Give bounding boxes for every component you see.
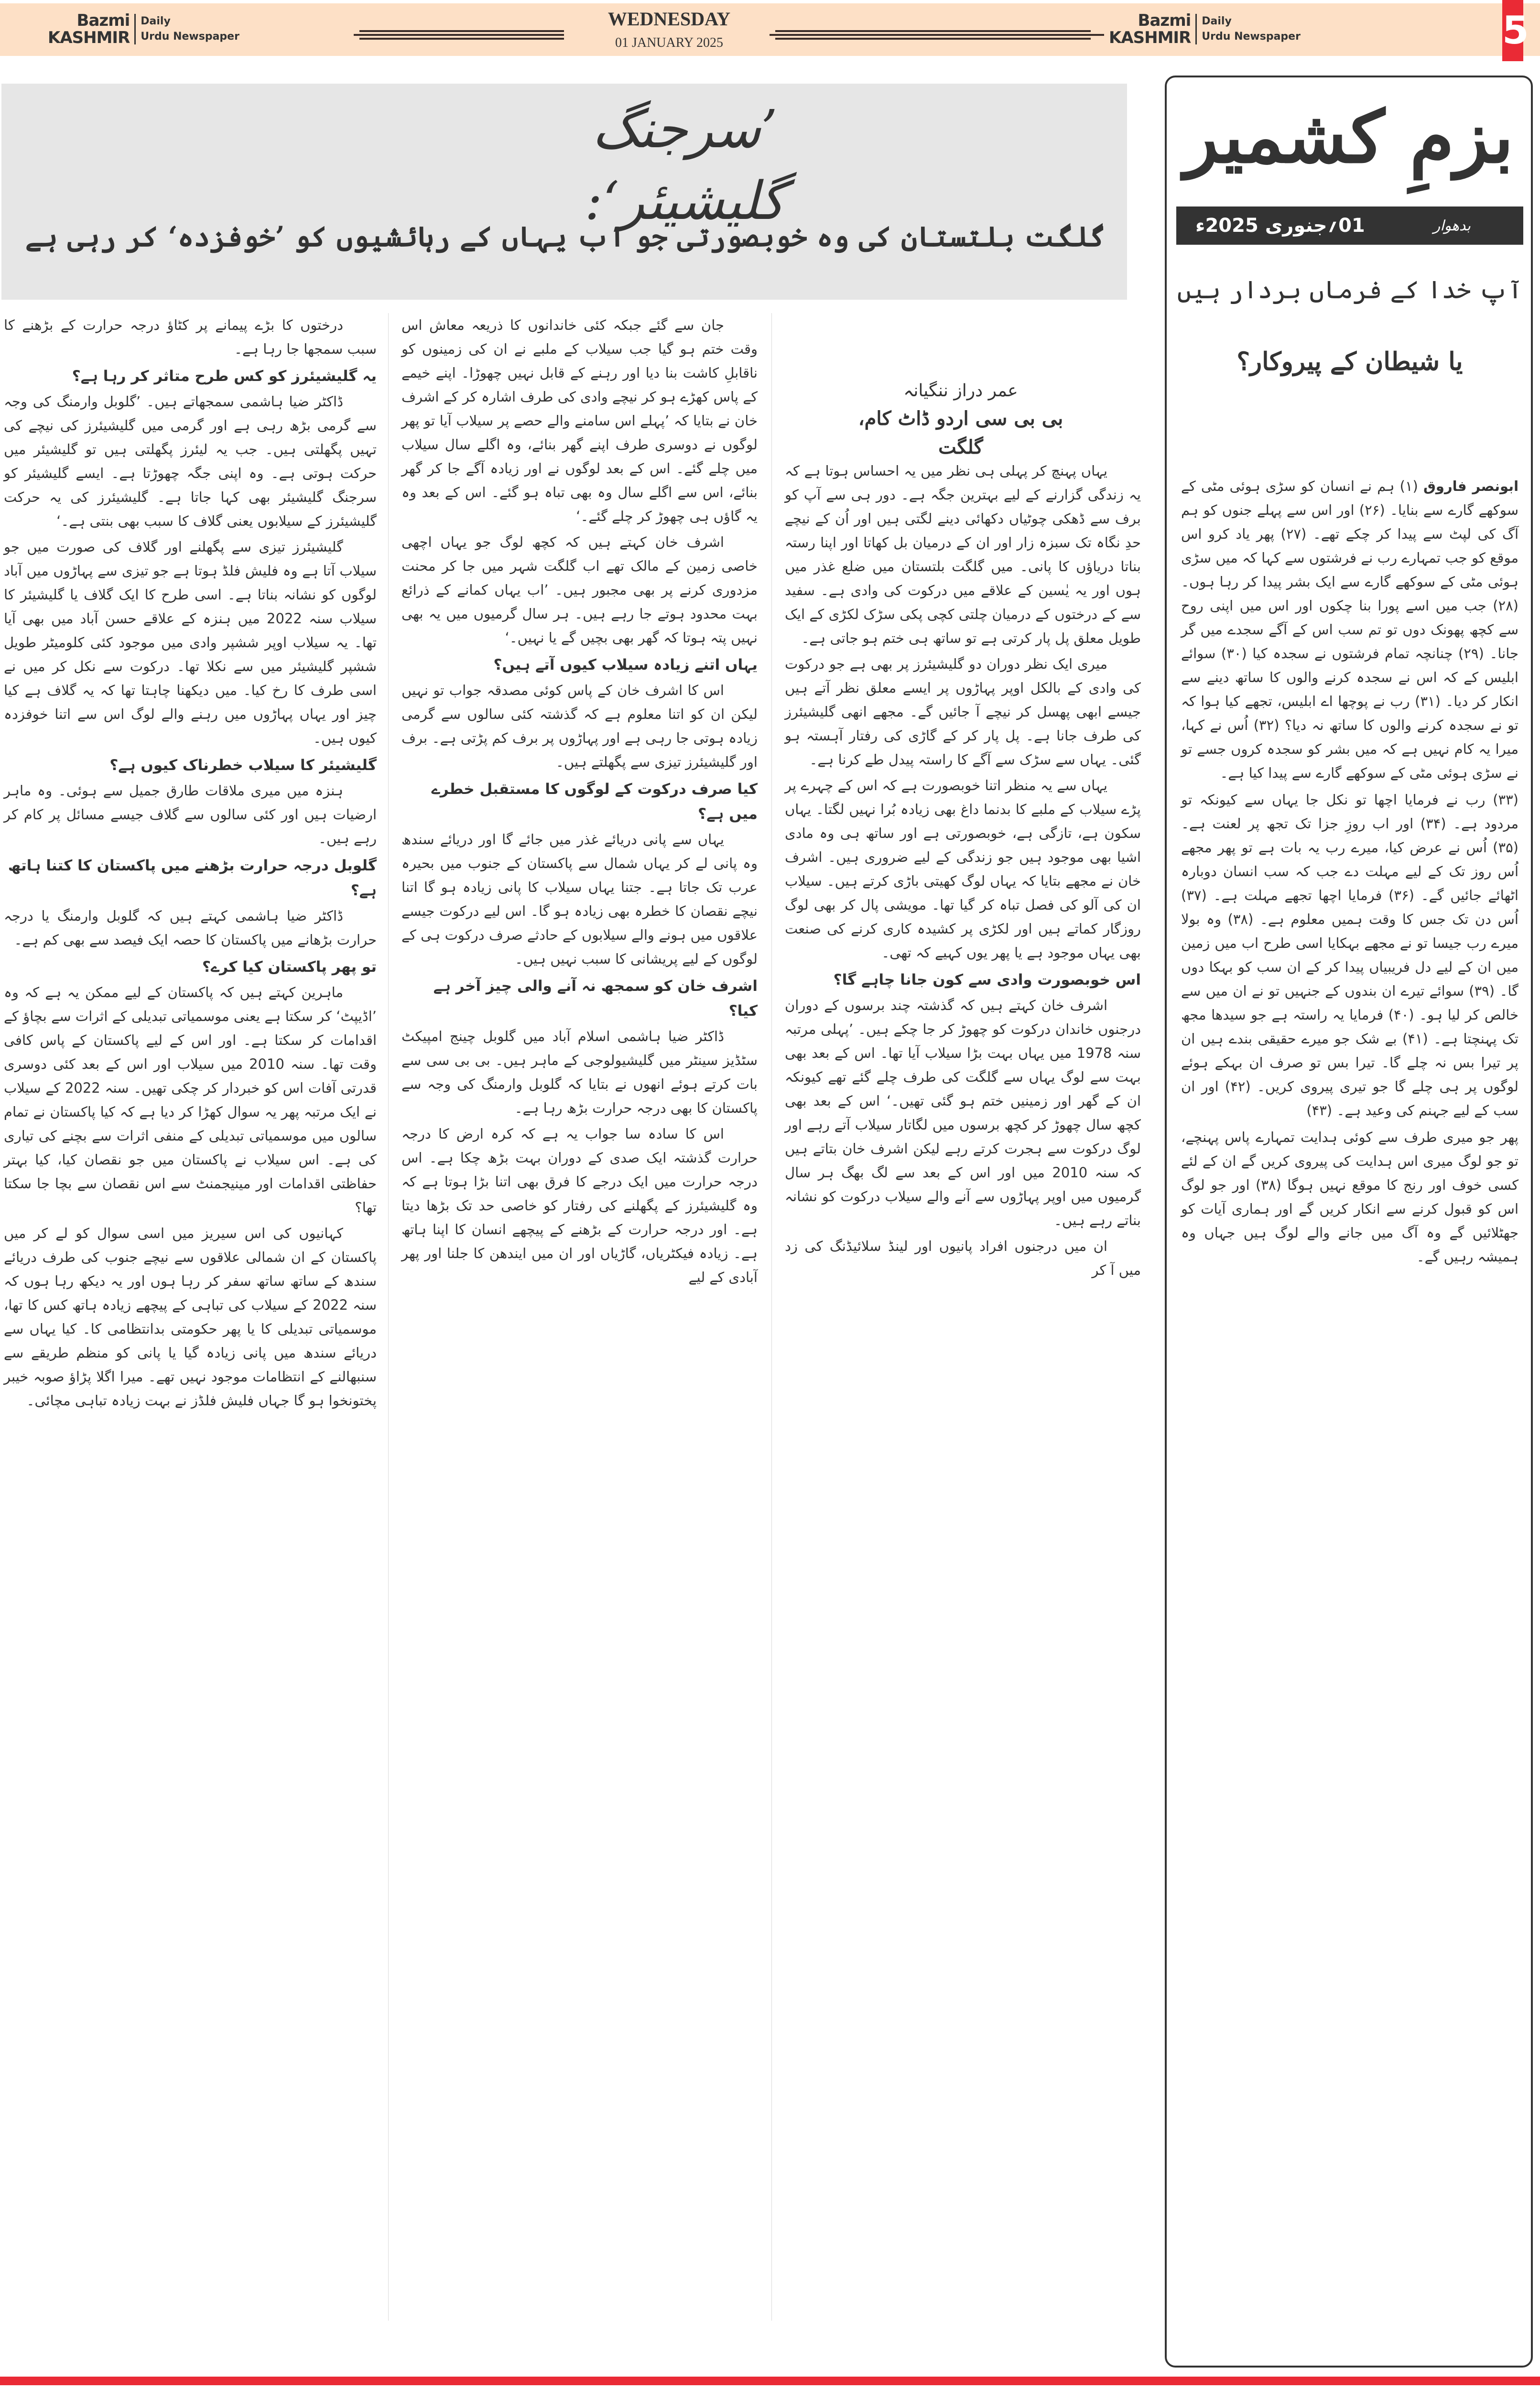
- article-paragraph: یہاں پہنچ کر پہلی ہی نظر میں یہ احساس ہوتا ہے کہ یہ زندگی گزارنے کے لیے بہترین جگہ ہے۔ دور ہی سے آپ کو برف سے ڈھکی چوٹیاں دکھائی دینے لگتی ہیں اور اُن کے نیچے حدِ نگاہ تک سبزہ زار اور ان کے درمیان بل کھاتا اور اپنا رستہ بناتا دریاؤں کا پانی۔ میں گلگت بلتستان میں ضلع غذر میں ہوں اور یہ یٰسین کے علاقے میں درکوت کی وادی ہے۔ سفید سے کے درختوں کے درمیان چلتی کچی پکی سڑک لکڑی کے ایک طویل معلق پل پار کرتی ہے تو ساتھ ہی ختم ہو جاتی ہے۔: [785, 463, 1141, 646]
- editorial-author: ابونصر فاروق: [1423, 478, 1519, 494]
- article-paragraph: ڈاکٹر ضیا ہاشمی کہتے ہیں کہ گلوبل وارمنگ یا درجہ حرارت بڑھانے میں پاکستان کا حصہ ایک فیصد سے بھی کم ہے۔: [4, 908, 377, 948]
- issue-weekday: WEDNESDAY: [607, 8, 731, 30]
- editorial-text: (۱) ہم نے انسان کو سڑی ہوئی مٹی کے سوکھے گارے سے بنایا۔ (۲۶) اور اس سے پہلے جنوں کو ہم آگ کی لپٹ سے پیدا کر چکے تھے۔ (۲۷) پھر یاد کرو اس موقع کو جب تمہارے رب نے فرشتوں سے کہا کہ میں سڑی ہوئی مٹی کے سوکھے گارے سے ایک بشر پیدا کر رہا ہوں۔ (۲۸) جب میں اسے پورا بنا چکوں اور اس میں اپنی روح سے کچھ پھونک دوں تو تم سب اس کے آگے سجدے میں گر جانا۔ (۲۹) چنانچہ تمام فرشتوں نے سجدہ کیا (۳۰) سوائے ابلیس کے کہ اس نے سجدہ کرنے والوں کا ساتھ دینے سے انکار کر دیا۔ (۳۱) رب نے پوچھا اے ابلیس، تجھے کیا ہوا کہ تو نے سجدہ کرنے والوں کا ساتھ نہ دیا؟ (۳۲) اُس نے کہا، میرا یہ کام نہیں ہے کہ میں بشر کو سجدہ کروں جسے تو نے سڑی ہوئی مٹی کے سوکھے گارے سے پیدا کیا ہے۔: [1181, 478, 1519, 781]
- article-paragraph: اس کا اشرف خان کے پاس کوئی مصدقہ جواب تو نہیں لیکن ان کو اتنا معلوم ہے کہ گذشتہ کئی سالوں سے گرمی زیادہ ہوتی جا رہی ہے اور پہاڑوں پر برف کم پڑتی ہے۔ برف اور گلیشیئرز تیزی سے پگھلتے ہیں۔: [401, 682, 758, 770]
- editorial-paragraph: (۳۳) رب نے فرمایا اچھا تو نکل جا یہاں سے کیونکہ تو مردود ہے۔ (۳۴) اور اب روزِ جزا تک تجھ پر لعنت ہے۔ (۳۵) اُس نے عرض کیا، میرے رب یہ بات ہے تو پھر مجھے اُس روز تک کے لیے مہلت دے جب کہ سب انسان دوبارہ اٹھائے جائیں گے۔ (۳۶) فرمایا اچھا تجھے مہلت ہے۔ (۳۷) اُس دن تک جس کا وقت ہمیں معلوم ہے۔ (۳۸) وہ بولا میرے رب جیسا تو نے مجھے بہکایا اسی طرح اب میں زمین میں ان کے لیے دل فریبیاں پیدا کر کے ان سب کو بہکا دوں گا۔ (۳۹) سوائے تیرے ان بندوں کے جنہیں تو نے ان میں سے خالص کر لیا ہو۔ (۴۰) فرمایا یہ راستہ ہے جو سیدھا مجھ تک پہنچتا ہے۔ (۴۱) بے شک جو میرے حقیقی بندے ہیں ان پر تیرا بس نہ چلے گا۔ تیرا بس تو صرف ان بہکے ہوئے لوگوں پر ہی چلے گا جو تیری پیروی کریں۔ (۴۲) اور ان سب کے لیے جہنم کی وعید ہے۔ (۴۳): [1181, 792, 1519, 1119]
- article-subheading: یہاں اتنے زیادہ سیلاب کیوں آتے ہیں؟: [493, 656, 758, 674]
- masthead-date-band: [1176, 206, 1523, 245]
- brand-line-1: Bazmi: [76, 11, 130, 30]
- issue-date-block: [597, 8, 741, 51]
- article-paragraph: ان میں درجنوں افراد پانیوں اور لینڈ سلائیڈنگ کی زد میں آ کر: [785, 1238, 1141, 1278]
- article-column-1: [785, 459, 1141, 1284]
- brand-line-2: KASHMIR: [48, 28, 130, 47]
- editorial-headline: [1176, 254, 1523, 398]
- editorial-body: [1181, 474, 1518, 1271]
- article-paragraph: ہنزہ میں میری ملاقات طارق جمیل سے ہوئی۔ وہ ماہر ارضیات ہیں اور کئی سالوں سے گلاف جیسے مسائل پر کام کر رہے ہیں۔: [4, 782, 377, 847]
- article-paragraph: ڈاکٹر ضیا ہاشمی سمجھاتے ہیں۔ ’گلوبل وارمنگ کی وجہ سے گرمی بڑھ رہی ہے اور گرمی میں گلیشیئرز کی نیچے کی تہیں پگھلتی ہیں۔ جب یہ لیئرز پگھلتی ہیں تو گلیشیئر میں حرکت ہوتی ہے۔ وہ اپنی جگہ چھوڑتا ہے۔ ایسے گلیشیئر کو سرجنگ گلیشیئر بھی کہا جاتا ہے۔ گلیشیئرز کی یہ حرکت گلیشیئرز کے سیلابوں یعنی گلاف کا سبب بھی بنتی ہے۔‘: [4, 393, 377, 529]
- article-paragraph: کہانیوں کی اس سیریز میں اسی سوال کو لے کر میں پاکستان کے ان شمالی علاقوں سے نیچے جنوب کی طرف دریائے سندھ کے ساتھ ساتھ سفر کر رہا ہوں اور یہ دیکھ رہا ہوں کہ سنہ 2022 کے سیلاب کی تباہی کے پیچھے زیادہ ہاتھ کس کا تھا، موسمیاتی تبدیلی کا یا پھر حکومتی بدانتظامی کا۔ کیا یہاں سے دریائے سندھ میں پانی زیادہ گیا یا پانی کو منظم طریقے سے سنبھالنے کے انتظامات موجود نہیں تھے۔ میرا اگلا پڑاؤ صوبہ خیبر پختونخوا ہو گا جہاں فلیش فلڈز نے بہت زیادہ تباہی مچائی۔: [4, 1225, 377, 1409]
- masthead-weekday: بدھوار: [1433, 217, 1471, 234]
- headline-kicker: ’سرجنگ گلیشیئر‘:: [585, 98, 785, 231]
- article-byline: [856, 378, 1066, 462]
- article-subheading: اشرف خان کو سمجھ نہ آنے والی چیز آخر ہے کیا؟: [433, 978, 758, 1020]
- article-paragraph: میری ایک نظر دوران دو گلیشیئرز پر بھی ہے جو درکوت کی وادی کے بالکل اوپر پہاڑوں پر ایسے معلق نظر آتے ہیں جیسے ابھی پھسل کر نیچے آ جائیں گے۔ مجھے انھی گلیشیئرز کی طرف جانا ہے۔ پل پار کر کے گاڑی کی رفتار آہستہ ہو گئی۔ یہاں سے سڑک سے آگے کا راستہ پیدل طے کرنا ہے۔: [785, 656, 1141, 768]
- brand-sub-line-1: Daily: [141, 15, 171, 27]
- brand-sub-line-2: Urdu Newspaper: [1202, 31, 1301, 43]
- editorial-paragraph: پھر جو میری طرف سے کوئی ہدایت تمہارے پاس پہنچے، تو جو لوگ میری اس ہدایت کی پیروی کریں گے ان کے لئے کسی خوف اور رنج کا موقع نہیں ہوگا (۳۸) اور جو لوگ اس کو قبول کرنے سے انکار کریں گے اور ہماری آیات کو جھٹلائیں گے وہ آگ میں جانے والے لوگ ہیں جہاں وہ ہمیشہ رہیں گے۔: [1181, 1129, 1519, 1265]
- page-number-badge: 5: [1502, 0, 1523, 61]
- issue-date: 01 JANUARY 2025: [615, 35, 724, 50]
- footer-accent-bar: [0, 2377, 1540, 2385]
- brand-name: [48, 12, 130, 46]
- article-paragraph: یہاں سے پانی دریائے غذر میں جائے گا اور دریائے سندھ وہ پانی لے کر یہاں شمال سے پاکستان کے جنوب میں بحیرہ عرب تک جاتا ہے۔ جتنا یہاں سیلاب کا پانی زیادہ ہو گا اتنا نیچے نقصان کا خطرہ بھی زیادہ ہو گا۔ اس لیے درکوت جیسے علاقوں میں ہونے والے سیلابوں کے حادثے صرف درکوت ہی کے لوگوں کے لیے پریشانی کا سبب نہیں ہیں۔: [401, 831, 758, 967]
- editorial-headline-line-1: آپ خدا کے فرماں بردار ہیں: [1177, 276, 1523, 304]
- article-column-3: [4, 313, 377, 1414]
- brand-line-1: Bazmi: [1138, 11, 1191, 30]
- article-subheading: یہ گلیشیئرز کو کس طرح متاثر کر رہا ہے؟: [72, 368, 377, 385]
- editorial-headline-line-2: یا شیطان کے پیروکار؟: [1236, 347, 1463, 376]
- decorative-rules-right: [770, 30, 1104, 40]
- brand-subtitle: [141, 14, 239, 44]
- brand-sub-line-1: Daily: [1202, 15, 1232, 27]
- article-paragraph: ماہرین کہتے ہیں کہ پاکستان کے لیے ممکن یہ ہے کہ وہ ’اڈیپٹ‘ کر سکتا ہے یعنی موسمیاتی تبدیلی کے اثرات سے بچاؤ کے اقدامات کر سکتا ہے۔ اور اس کے لیے پاکستان کے پاس کافی وقت تھا۔ سنہ 2010 میں سیلاب اور اس کے بعد کئی دوسری قدرتی آفات اس کو خبردار کر چکی تھیں۔ سنہ 2022 کے سیلاب نے ایک مرتبہ پھر یہ سوال کھڑا کر دیا ہے کہ کیا پاکستان نے تمام سالوں میں موسمیاتی تبدیلی کے منفی اثرات سے بچنے کی تیاری کی ہے۔ اس سیلاب نے پاکستان میں جو نقصان کیا، کیا بہتر حفاظتی اقدامات اور مینیجمنٹ سے اس نقصان سے بچا جا سکتا تھا؟: [4, 984, 377, 1216]
- editorial-paragraph: [1181, 474, 1518, 785]
- brand-name: [1109, 12, 1191, 46]
- article-paragraph: اشرف خان کہتے ہیں کہ گذشتہ چند برسوں کے دوران درجنوں خاندان درکوت کو چھوڑ کر جا چکے ہیں۔ ’پہلی مرتبہ سنہ 1978 میں یہاں بہت بڑا سیلاب آیا تھا۔ اس کے بعد بھی بہت سے لوگ یہاں سے گلگت کی طرف چلے گئے تھے کیونکہ ان کے گھر اور زمینیں ختم ہو گئی تھیں۔‘ اس کے بعد بھی کچھ سال چھوڑ کر کچھ برسوں میں لگاتار سیلاب آتے رہے اور لوگ درکوت سے ہجرت کرتے رہے لیکن اشرف خان بتاتے ہیں کہ سنہ 2010 میں اور اس کے بعد سے لگ بھگ ہر سال گرمیوں میں اوپر پہاڑوں سے آنے والے سیلاب درکوت کو نشانہ بناتے رہے ہیں۔: [785, 997, 1141, 1228]
- brand-subtitle: [1202, 14, 1301, 44]
- article-paragraph: ڈاکٹر ضیا ہاشمی اسلام آباد میں گلوبل چینج امپیکٹ سٹڈیز سینٹر میں گلیشیولوجی کے ماہر ہیں۔ بی بی سی سے بات کرتے ہوئے انھوں نے بتایا کہ گلوبل وارمنگ کی وجہ سے پاکستان کا بھی درجہ حرارت بڑھ رہا ہے۔: [401, 1028, 758, 1116]
- brand-logo-right: [1109, 12, 1301, 46]
- byline-author: عمر دراز ننگیانہ: [903, 381, 1018, 401]
- article-subheading: گلیشیئر کا سیلاب خطرناک کیوں ہے؟: [109, 757, 377, 774]
- brand-sub-line-2: Urdu Newspaper: [141, 31, 239, 43]
- masthead-editorial-box: [1165, 76, 1533, 2368]
- article-headline: گلگت بلتستان کی وہ خوبصورتی جو اب یہاں کے رہائشیوں کو ’خوفزدہ‘ کر رہی ہے: [25, 220, 1106, 253]
- article-subheading: تو پھر پاکستان کیا کرے؟: [202, 958, 377, 976]
- article-paragraph: اس کا سادہ سا جواب یہ ہے کہ کرہ ارض کا درجہ حرارت گذشتہ ایک صدی کے دوران بہت بڑھ چکا ہے۔ اس درجہ حرارت میں ایک درجے کا فرق بھی اتنا بڑا ہوتا ہے کہ وہ گلیشیئرز کے پگھلنے کی رفتار کو خاصی حد تک بڑھا دیتا ہے۔ اور درجہ حرارت کے بڑھنے کے پیچھے انسان کا اپنا ہاتھ ہے۔ زیادہ فیکٹریاں، گاڑیاں اور ان میں ایندھن کا جلنا اور پھر آبادی کے لیے: [401, 1126, 758, 1285]
- brand-logo-left: [48, 12, 239, 46]
- article-subheading: اس خوبصورت وادی سے کون جانا چاہے گا؟: [833, 971, 1141, 989]
- brand-line-2: KASHMIR: [1109, 28, 1191, 47]
- article-paragraph: گلیشیئرز تیزی سے پگھلنے اور گلاف کی صورت میں جو سیلاب آتا ہے وہ فلیش فلڈ ہوتا ہے جو تیزی سے پہاڑوں میں آباد لوگوں کو نشانہ بناتا ہے۔ اسی طرح کا ایک گلاف یا گلیشیئر کا سیلاب سنہ 2022 میں ہنزہ کے علاقے حسن آباد میں بھی آیا تھا۔ یہ سیلاب اوپر ششپر وادی میں موجود کئی کلومیٹر طویل ششپر گلیشیئر میں سے نکلا تھا۔ درکوت سے نکل کر میں نے اسی طرف کا رخ کیا۔ میں دیکھنا چاہتا تھا کہ یہ گلاف ہے کیا چیز اور یہاں پہاڑوں میں رہنے والے لوگ اس سے اتنا خوفزدہ کیوں ہیں۔: [4, 539, 377, 746]
- article-paragraph: یہاں سے یہ منظر اتنا خوبصورت ہے کہ اس کے چہرے پر پڑے سیلاب کے ملبے کا بدنما داغ بھی زیادہ بُرا نہیں لگتا۔ یہاں سکون ہے، تازگی ہے، خوبصورتی ہے اور ساتھ ہی وہ مادی اشیا بھی موجود ہیں جو زندگی کے لیے ضروری ہیں۔ اشرف خان نے مجھے بتایا کہ یہاں لوگ کھیتی باڑی کرتے ہیں۔ سیلاب ان کی آلو کی فصل تباہ کر گیا تھا۔ مویشی پال کر بھی لوگ روزگار کماتے ہیں اور لکڑی پر کشیدہ کاری کرنے کی صنعت بھی یہاں موجود ہے یا پھر یوں کہیے کہ تھی۔: [785, 777, 1141, 961]
- article-column-2: [401, 313, 758, 1291]
- byline-organization: بی بی سی اردو ڈاٹ کام، گلگت: [858, 407, 1063, 458]
- masthead-date: 01؍جنوری 2025ء: [1195, 215, 1365, 237]
- article-headline-band: [1, 84, 1127, 300]
- article-paragraph: اشرف خان کہتے ہیں کہ کچھ لوگ جو یہاں اچھی خاصی زمین کے مالک تھے اب گلگت شہر میں جا کر محنت مزدوری کرنے پر بھی مجبور ہیں۔ ’اب یہاں کمانے کے ذرائع بہت محدود ہوتے جا رہے ہیں۔ ہر سال گرمیوں میں یہ بھی نہیں پتہ ہوتا کہ گھر بھی بچیں گے یا نہیں۔‘: [401, 534, 758, 646]
- article-subheading: گلوبل درجہ حرارت بڑھنے میں پاکستان کا کتنا ہاتھ ہے؟: [8, 857, 377, 899]
- article-paragraph: درختوں کا بڑے پیمانے پر کٹاؤ درجہ حرارت کے بڑھنے کا سبب سمجھا جا رہا ہے۔: [4, 317, 377, 357]
- newspaper-header-bar: [0, 3, 1540, 56]
- masthead-urdu-title: بزمِ کشمیر: [1184, 95, 1514, 179]
- brand-divider: [134, 14, 136, 44]
- article-subheading: کیا صرف درکوت کے لوگوں کا مستقبل خطرے میں ہے؟: [431, 781, 758, 823]
- column-divider: [388, 313, 389, 2321]
- article-paragraph: جان سے گئے جبکہ کئی خاندانوں کا ذریعہ معاش اس وقت ختم ہو گیا جب سیلاب کے ملبے نے ان کی زمینوں کو ناقابلِ کاشت بنا دیا اور رہنے کے قابل نہیں چھوڑا۔ اپنے خیمے کے پاس کھڑے ہو کر نیچے وادی کی طرف اشارہ کر کے اشرف خان نے بتایا کہ ’پہلے اس سامنے والے حصے پر سیلاب آیا تو پھر لوگوں نے دوسری طرف اپنے گھر بنائے، وہ اگلے سال سیلاب میں چلے گئے۔ اس کے بعد لوگوں نے اور زیادہ آگے جا کر گھر بنائے، اس سے اگلے سال وہ بھی تباہ ہو گئے۔ اس کے بعد وہ یہ گاؤں ہی چھوڑ کر چلے گئے۔‘: [401, 317, 758, 524]
- brand-divider: [1195, 14, 1197, 44]
- decorative-rules-left: [354, 30, 564, 40]
- column-divider: [771, 313, 772, 2321]
